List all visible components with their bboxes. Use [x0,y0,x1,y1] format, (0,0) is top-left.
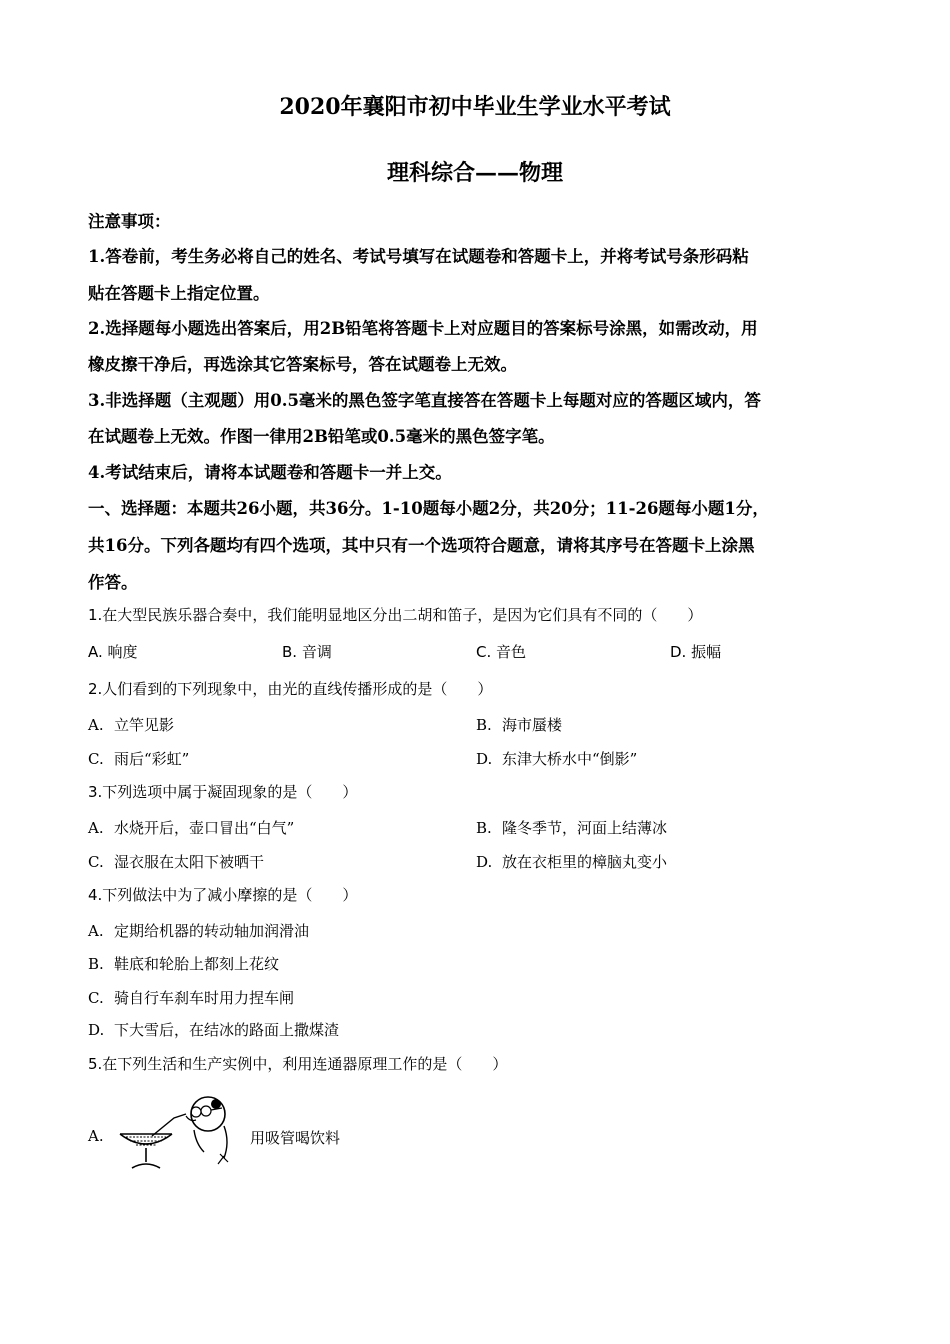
notice-line: 贴在答题卡上指定位置。 [88,284,270,303]
option-text: 东津大桥水中“倒影” [502,750,638,768]
section-line: 共16分。下列各题均有四个选项，其中只有一个选项符合题意，请将其序号在答题卡上涂黑 [88,536,755,555]
question-1-option-c: C. 音色 [476,643,527,661]
question-4-option-d [88,1019,339,1040]
option-letter: D. [476,750,493,768]
page-subtitle: 理科综合——物理 [386,160,563,186]
option-text: 雨后“彩虹” [114,750,190,768]
notice-line: 1.答卷前，考生务必将自己的姓名、考试号填写在试题卷和答题卡上，并将考试号条形码粘 [88,247,749,266]
question-2-option-d [476,748,637,769]
section-line: 作答。 [88,573,138,592]
option-text: 鞋底和轮胎上都刻上花纹 [114,955,280,973]
option-letter: C. [88,989,104,1007]
question-1-stem: 1.在大型民族乐器合奏中，我们能明显地区分出二胡和笛子，是因为它们具有不同的（ ） [88,606,703,624]
page-title: 2020年襄阳市初中毕业生学业水平考试 [279,94,671,120]
option-text: 骑自行车刹车时用力捏车闸 [114,989,295,1007]
question-5-stem: 5.在下列生活和生产实例中，利用连通器原理工作的是（ ） [88,1055,508,1073]
option-text: 立竿见影 [114,716,175,734]
question-4-stem: 4.下列做法中为了减小摩擦的是（ ） [88,886,358,904]
option-letter: C. [88,750,104,768]
question-3-option-d [476,851,667,872]
option-text: 下大雪后，在结冰的路面上撒煤渣 [114,1021,340,1039]
option-letter: C. [88,853,104,871]
question-3-option-c [88,851,264,872]
option-letter: D. [88,1021,105,1039]
question-1-option-d: D. 振幅 [670,643,722,661]
straw-drinking-illustration [112,1092,242,1172]
notice-line: 橡皮擦干净后，再选涂其它答案标号，答在试题卷上无效。 [88,355,517,374]
option-text: 海市蜃楼 [502,716,563,734]
question-4-option-c [88,987,294,1008]
notice-line: 4.考试结束后，请将本试题卷和答题卡一并上交。 [88,463,452,482]
question-1-option-b: B. 音调 [282,643,332,661]
notice-line: 2.选择题每小题选出答案后，用2B铅笔将答题卡上对应题目的答案标号涂黑，如需改动，用 [88,319,758,338]
option-text: 放在衣柜里的樟脑丸变小 [502,853,668,871]
option-letter: A. [88,716,104,734]
option-letter: B. [476,716,492,734]
option-letter: D. [476,853,493,871]
option-text: 水烧开后，壶口冒出“白气” [114,819,295,837]
question-3-stem: 3.下列选项中属于凝固现象的是（ ） [88,783,358,801]
notice-line: 3.非选择题（主观题）用0.5毫米的黑色签字笔直接答在答题卡上每题对应的答题区域内，答 [88,391,761,410]
question-5-option-a-text: 用吸管喝饮料 [250,1129,341,1147]
option-letter: B. [88,955,104,973]
option-text: 隆冬季节，河面上结薄冰 [502,819,668,837]
question-2-stem: 2.人们看到的下列现象中，由光的直线传播形成的是（ ） [88,680,493,698]
question-2-option-c [88,748,189,769]
question-2-option-b [476,714,562,735]
question-1-option-a: A. 响度 [88,643,138,661]
notice-heading: 注意事项： [88,212,171,231]
notice-line: 在试题卷上无效。作图一律用2B铅笔或0.5毫米的黑色签字笔。 [88,427,555,446]
section-line: 一、选择题：本题共26小题，共36分。1-10题每小题2分，共20分；11-26题每小题1分， [88,499,769,518]
question-3-option-a [88,817,294,838]
option-letter: A. [88,922,104,940]
option-text: 湿衣服在太阳下被晒干 [114,853,265,871]
question-5-option-a-letter: A. [88,1127,104,1145]
option-letter: A. [88,819,104,837]
option-letter: B. [476,819,492,837]
question-4-option-a [88,920,309,941]
option-text: 定期给机器的转动轴加润滑油 [114,922,310,940]
question-2-option-a [88,714,174,735]
question-4-option-b [88,953,279,974]
question-3-option-b [476,817,667,838]
